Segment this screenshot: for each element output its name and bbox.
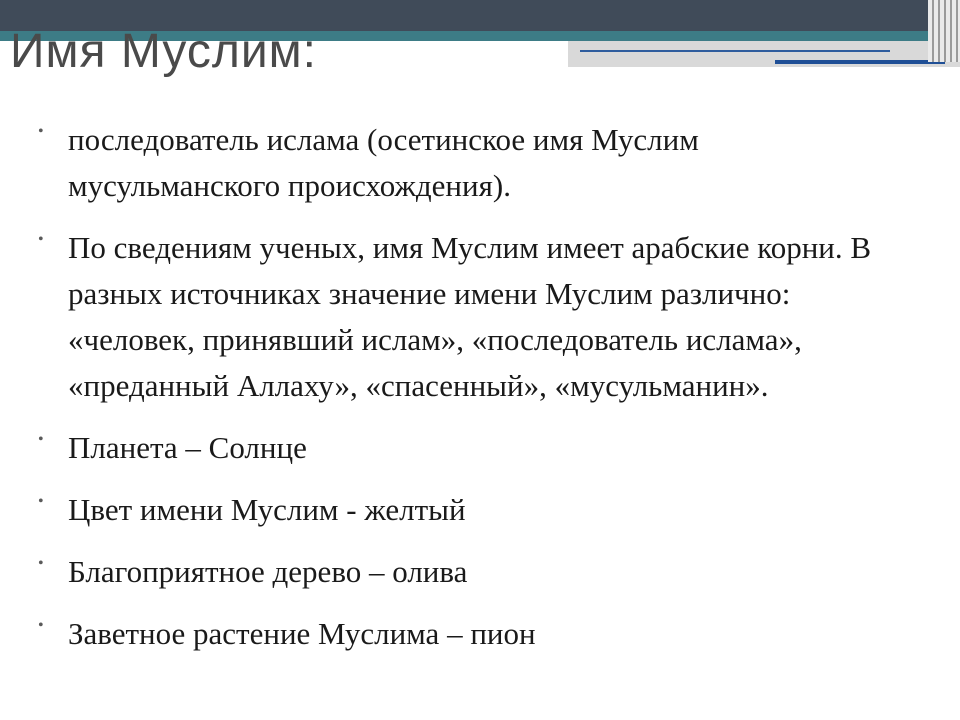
accent-line-bottom <box>775 60 945 64</box>
bullet-text: Цвет имени Муслим - желтый <box>68 492 466 527</box>
bullet-text: последователь ислама (осетинское имя Муслим мусульманского происхождения). <box>68 122 699 203</box>
bullet-icon: • <box>38 123 44 140</box>
bullet-icon: • <box>38 431 44 448</box>
bullet-item-4 <box>38 487 918 533</box>
bullet-text: Планета – Солнце <box>68 430 307 465</box>
bullet-item-2 <box>38 225 918 409</box>
bullet-item-1 <box>38 117 918 209</box>
bullet-icon: • <box>38 493 44 510</box>
accent-line-top <box>580 50 890 52</box>
bullet-text: По сведениям ученых, имя Муслим имеет арабские корни. В разных источниках значение имени Муслим различно: «человек, принявший ислам», «последователь ислама», «преданный Аллаху», «спасенный», «мусульманин». <box>68 230 872 403</box>
bullet-item-5 <box>38 549 918 595</box>
bullet-item-3 <box>38 425 918 471</box>
bullet-icon: • <box>38 617 44 634</box>
corner-stripes-decoration <box>928 0 960 62</box>
bullet-icon: • <box>38 231 44 248</box>
slide-title: Имя Муслим: <box>10 25 317 78</box>
bullet-text: Благоприятное дерево – олива <box>68 554 468 589</box>
bullet-text: Заветное растение Муслима – пион <box>68 616 536 651</box>
bullet-item-6 <box>38 611 918 657</box>
bullet-icon: • <box>38 555 44 572</box>
bullet-list <box>38 117 918 673</box>
